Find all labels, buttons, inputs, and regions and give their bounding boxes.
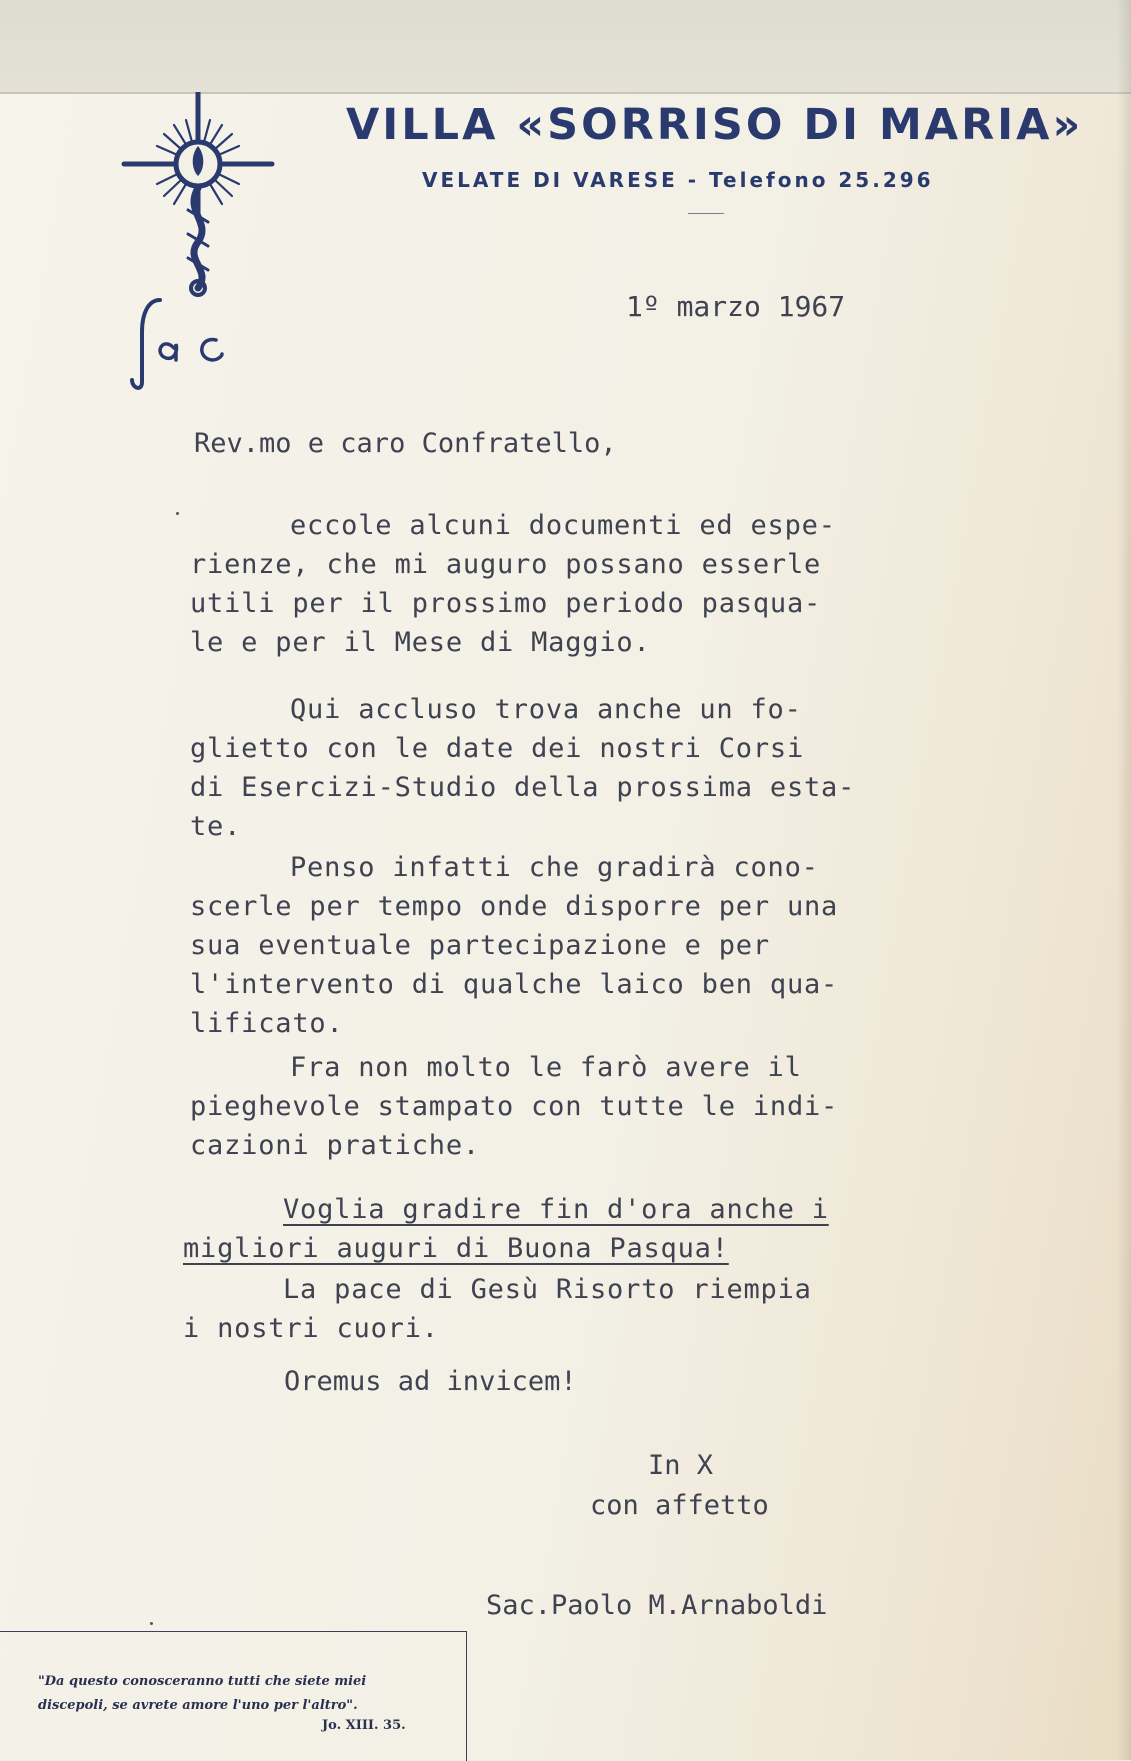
letter-closing: Oremus ad invicem!: [284, 1366, 577, 1397]
text-line: te.: [190, 811, 242, 842]
text-line: l'intervento di qualche laico ben qua-: [190, 969, 839, 1000]
text-line: scerle per tempo onde disporre per una: [190, 891, 839, 922]
text-line: di Esercizi-Studio della prossima esta-: [190, 772, 856, 803]
sign-off-line-2: con affetto: [590, 1490, 769, 1521]
paragraph-easter-wishes: [183, 1190, 1003, 1268]
motto-line: discepoli, se avrete amore l'uno per l'altro".: [38, 1698, 358, 1713]
motto-line: "Da questo conosceranno tutti che siete miei: [38, 1674, 367, 1689]
text-line: i nostri cuori.: [183, 1313, 439, 1344]
cross-emblem-logo: [118, 92, 278, 392]
text-line: eccole alcuni documenti ed espe-: [290, 510, 836, 541]
text-line: sua eventuale partecipazione e per: [190, 930, 770, 961]
text-line: lificato.: [190, 1008, 344, 1039]
paragraph-1: [190, 506, 1010, 662]
sign-off-line-1: In X: [648, 1450, 714, 1481]
text-line: La pace di Gesù Risorto riempia: [283, 1274, 812, 1305]
paper-speck: [150, 1622, 153, 1625]
underlined-line: Voglia gradire fin d'ora anche i: [283, 1194, 829, 1225]
signature: Sac.Paolo M.Arnaboldi: [486, 1590, 828, 1621]
underlined-line: migliori auguri di Buona Pasqua!: [183, 1233, 729, 1264]
letter-salutation: Rev.mo e caro Confratello,: [194, 428, 617, 459]
text-line: utili per il prossimo periodo pasqua-: [190, 588, 822, 619]
letterhead-address: VELATE DI VARESE - Telefono 25.296: [422, 168, 934, 192]
motto-reference: Jo. XIII. 35.: [322, 1718, 406, 1733]
text-line: Penso infatti che gradirà cono-: [290, 852, 819, 883]
folded-top-strip: [0, 0, 1131, 94]
text-line: Qui accluso trova anche un fo-: [290, 694, 802, 725]
paragraph-blessing: [183, 1270, 1003, 1348]
text-line: pieghevole stampato con tutte le indi-: [190, 1091, 839, 1122]
text-line: Fra non molto le farò avere il: [290, 1052, 802, 1083]
paper-speck: [176, 512, 179, 515]
header-divider: [688, 213, 724, 214]
paragraph-2: [190, 690, 1010, 846]
text-line: cazioni pratiche.: [190, 1130, 480, 1161]
paper-edge-shadow: [1117, 0, 1131, 1760]
footer-motto: [38, 1670, 438, 1718]
text-line: rienze, che mi auguro possano esserle: [190, 549, 822, 580]
letter-date: 1º marzo 1967: [626, 290, 846, 323]
paragraph-4: [190, 1048, 1010, 1165]
text-line: le e per il Mese di Maggio.: [190, 627, 651, 658]
text-line: glietto con le date dei nostri Corsi: [190, 733, 804, 764]
letterhead-title: VILLA «SORRISO DI MARIA»: [346, 100, 1084, 150]
paragraph-3: [190, 848, 1010, 1043]
